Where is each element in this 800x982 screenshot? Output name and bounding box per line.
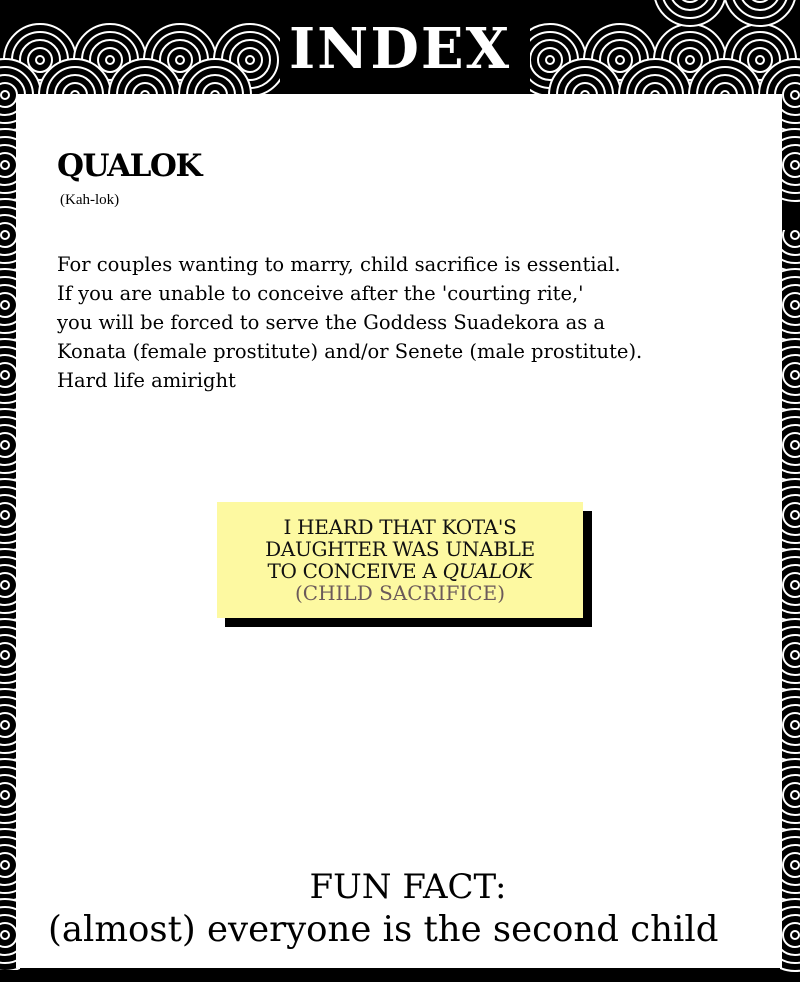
callout-box [217, 502, 583, 618]
entry-pronunciation: (Kah-lok) [60, 192, 120, 208]
entry-description-line: you will be forced to serve the Goddess Suadekora as a [57, 311, 606, 334]
entry-description [57, 250, 757, 395]
page-title: INDEX [288, 16, 512, 82]
entry-title: QUALOK [57, 148, 201, 184]
fun-fact-text: (almost) everyone is the second child [48, 909, 719, 950]
callout-subtitle: (CHILD SACRIFICE) [294, 581, 505, 605]
entry-description-line: Hard life amiright [57, 369, 236, 392]
callout-line: DAUGHTER WAS UNABLE [265, 537, 535, 561]
fun-fact-title: FUN FACT: [309, 867, 507, 907]
callout-emphasis: QUALOK [442, 559, 533, 583]
entry-description-line: Konata (female prostitute) and/or Senete (male prostitute). [57, 340, 643, 363]
callout-line [217, 560, 583, 582]
entry-description-line: If you are unable to conceive after the 'courting rite,' [57, 282, 584, 305]
callout-line-prefix: TO CONCEIVE A [267, 559, 443, 583]
callout-line: I HEARD THAT KOTA'S [283, 515, 517, 539]
entry-description-line: For couples wanting to marry, child sacrifice is essential. [57, 253, 621, 276]
